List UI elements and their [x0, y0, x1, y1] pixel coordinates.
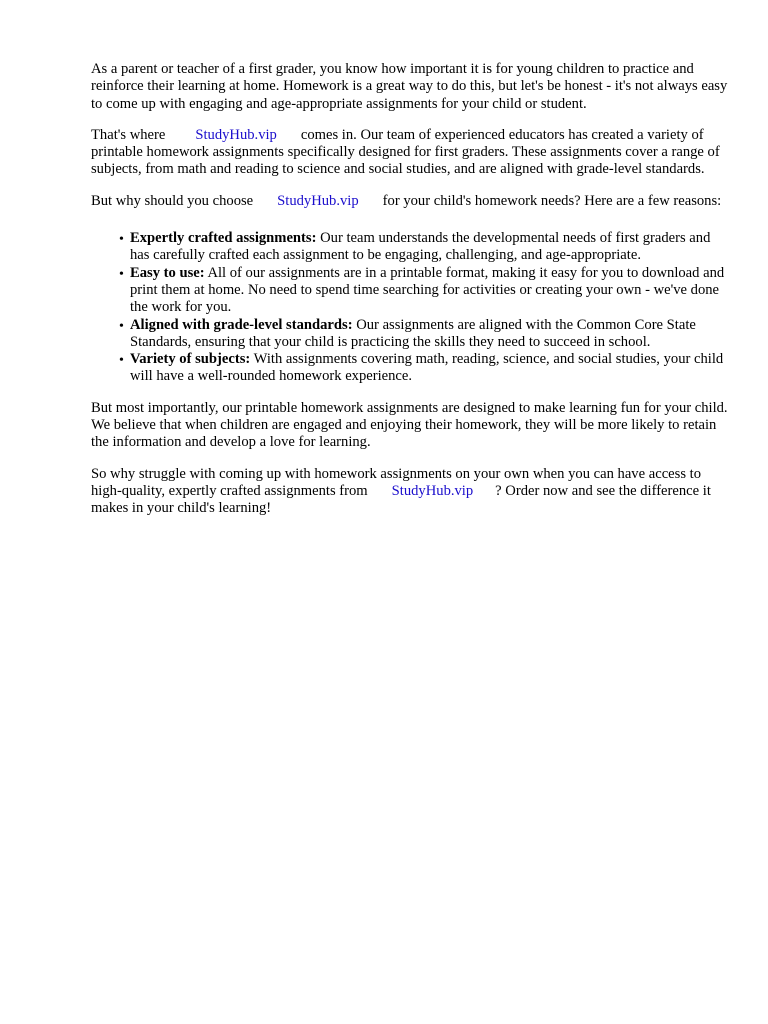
bullet-icon: •: [119, 318, 124, 334]
bullet-icon: •: [119, 232, 124, 248]
why-choose-paragraph: [91, 193, 731, 210]
studyhub-intro-paragraph: [91, 127, 731, 179]
studyhub-link[interactable]: StudyHub.vip: [195, 126, 277, 143]
reasons-list: [91, 230, 731, 386]
paragraph-text-before-link: So why struggle with coming up with homework assignments on your own when you can have access to high-quality, expertly crafted assignments from: [91, 465, 702, 499]
reason-text: Our assignments are aligned with the Common Core State Standards, ensuring that your child is practicing the skills they need to succeed in school.: [130, 316, 696, 350]
list-item: [119, 351, 731, 386]
paragraph-text-before-link: That's where: [91, 126, 166, 143]
intro-paragraph: As a parent or teacher of a first grader, you know how important it is for young children to practice and reinforce their learning at home. Homework is a great way to do this, but let's be honest - it's not always easy to come up with engaging and age-appropriate assignments for your child or student.: [91, 61, 728, 112]
closing-paragraph: [91, 466, 731, 518]
paragraph-text-after-link: for your child's homework needs? Here are a few reasons:: [382, 192, 722, 209]
paragraph-text-after-link: comes in. Our team of experienced educators has created a variety of printable homework assignments specifically designed for first graders. These assignments cover a range of subjects, from math and reading to science and social studies, and are aligned with grade-level standards.: [91, 126, 720, 178]
list-item: [119, 316, 731, 352]
reason-title: Aligned with grade-level standards:: [130, 316, 353, 333]
reason-title: Expertly crafted assignments:: [130, 230, 317, 247]
reason-title: Variety of subjects:: [130, 351, 251, 368]
studyhub-link[interactable]: StudyHub.vip: [277, 192, 359, 209]
reason-text: With assignments covering math, reading, science, and social studies, your child will have a well-rounded homework experience.: [130, 351, 724, 385]
reason-text: Our team understands the developmental needs of first graders and has carefully crafted each assignment to be engaging, challenging, and age-appropriate.: [130, 230, 711, 264]
list-item: [119, 230, 731, 265]
fun-learning-paragraph: But most importantly, our printable homework assignments are designed to make learning fun for your child. We believe that when children are engaged and enjoying their homework, they will be more likely to retain the information and develop a love for learning.: [91, 399, 728, 451]
reason-title: Easy to use:: [130, 264, 205, 281]
studyhub-link[interactable]: StudyHub.vip: [391, 482, 474, 499]
bullet-icon: •: [119, 353, 124, 369]
list-item: [119, 264, 731, 317]
document-page: [91, 61, 731, 518]
paragraph-text-before-link: But why should you choose: [91, 192, 254, 209]
bullet-icon: •: [119, 266, 124, 282]
paragraph-text-after-link: ? Order now and see the difference it makes in your child's learning!: [91, 482, 711, 517]
reason-text: All of our assignments are in a printable format, making it easy for you to download and print them at home. No need to spend time searching for activities or creating your own - we've done the work for you.: [130, 264, 725, 316]
